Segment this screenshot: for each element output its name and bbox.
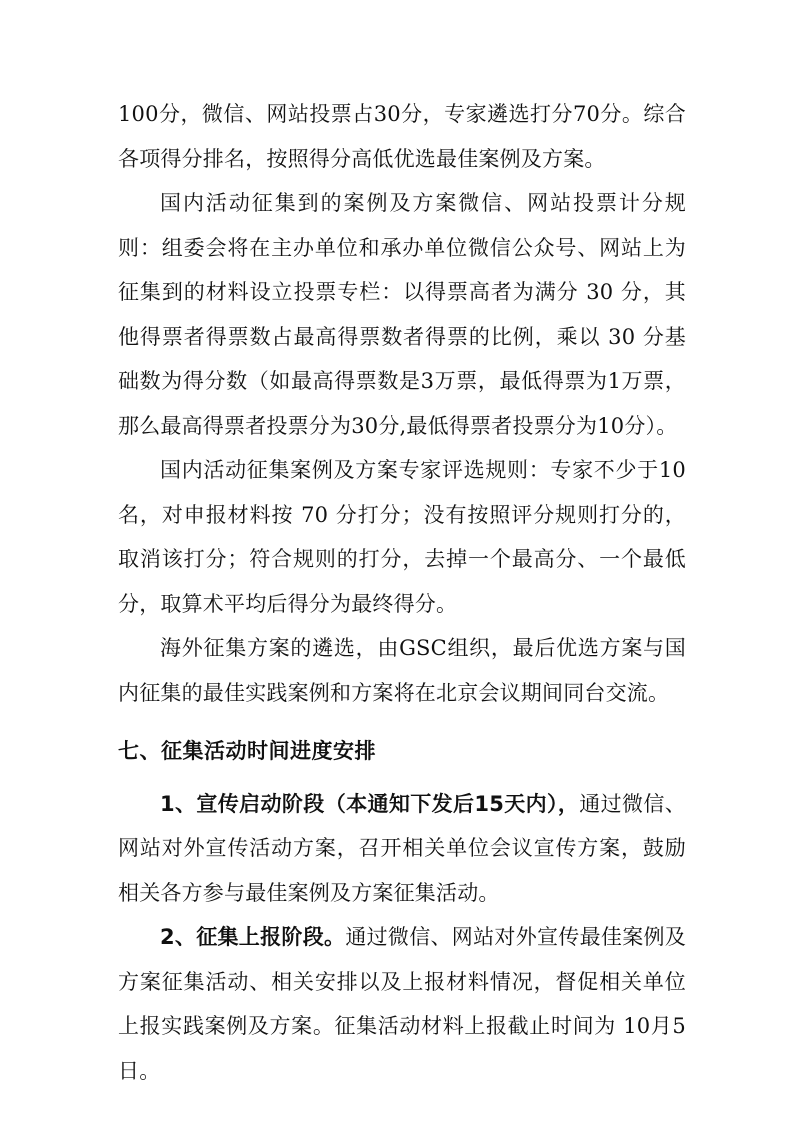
document-body [118,92,686,1093]
stage-2-text: 通过微信、网站对外宣传最佳案例及方案征集活动、相关安排以及上报材料情况，督促相关单位上报实践案例及方案。征集活动材料上报截止时间为 10月5日。 [118,925,686,1083]
paragraph-vote-scoring-rules: 国内活动征集到的案例及方案微信、网站投票计分规则：组委会将在主办单位和承办单位微信公众号、网站上为征集到的材料设立投票专栏：以得票高者为满分 30 分，其他得票者得票数占最高得票数者得票的比例，乘以 30 分基础数为得分数（如最高得票数是3万票，最低得票为1万票，那么最高得票者投票分为30分,最低得票者投票分为10分）。 [118,191,686,438]
paragraph-stage-2 [118,915,686,1093]
stage-2-lead: 2、征集上报阶段。 [160,925,346,949]
stage-1-text: 通过微信、网站对外宣传活动方案，召开相关单位会议宣传方案，鼓励相关各方参与最佳案例及方案征集活动。 [118,791,686,905]
paragraph-overseas-selection: 海外征集方案的遴选，由GSC组织，最后优选方案与国内征集的最佳实践案例和方案将在北京会议期间同台交流。 [118,636,686,705]
paragraph-scoring-overview: 100分，微信、网站投票占30分，专家遴选打分70分。综合各项得分排名，按照得分高低优选最佳案例及方案。 [118,102,686,171]
paragraph-expert-review-rules: 国内活动征集案例及方案专家评选规则：专家不少于10名，对申报材料按 70 分打分；没有按照评分规则打分的，取消该打分；符合规则的打分，去掉一个最高分、一个最低分，取算术平均后得分为最终得分。 [118,458,686,616]
paragraph-stage-1 [118,782,686,916]
stage-1-lead: 1、宣传启动阶段（本通知下发后15天内）， [160,791,580,816]
section-heading-schedule: 七、征集活动时间进度安排 [118,739,376,763]
spacer [118,715,686,721]
